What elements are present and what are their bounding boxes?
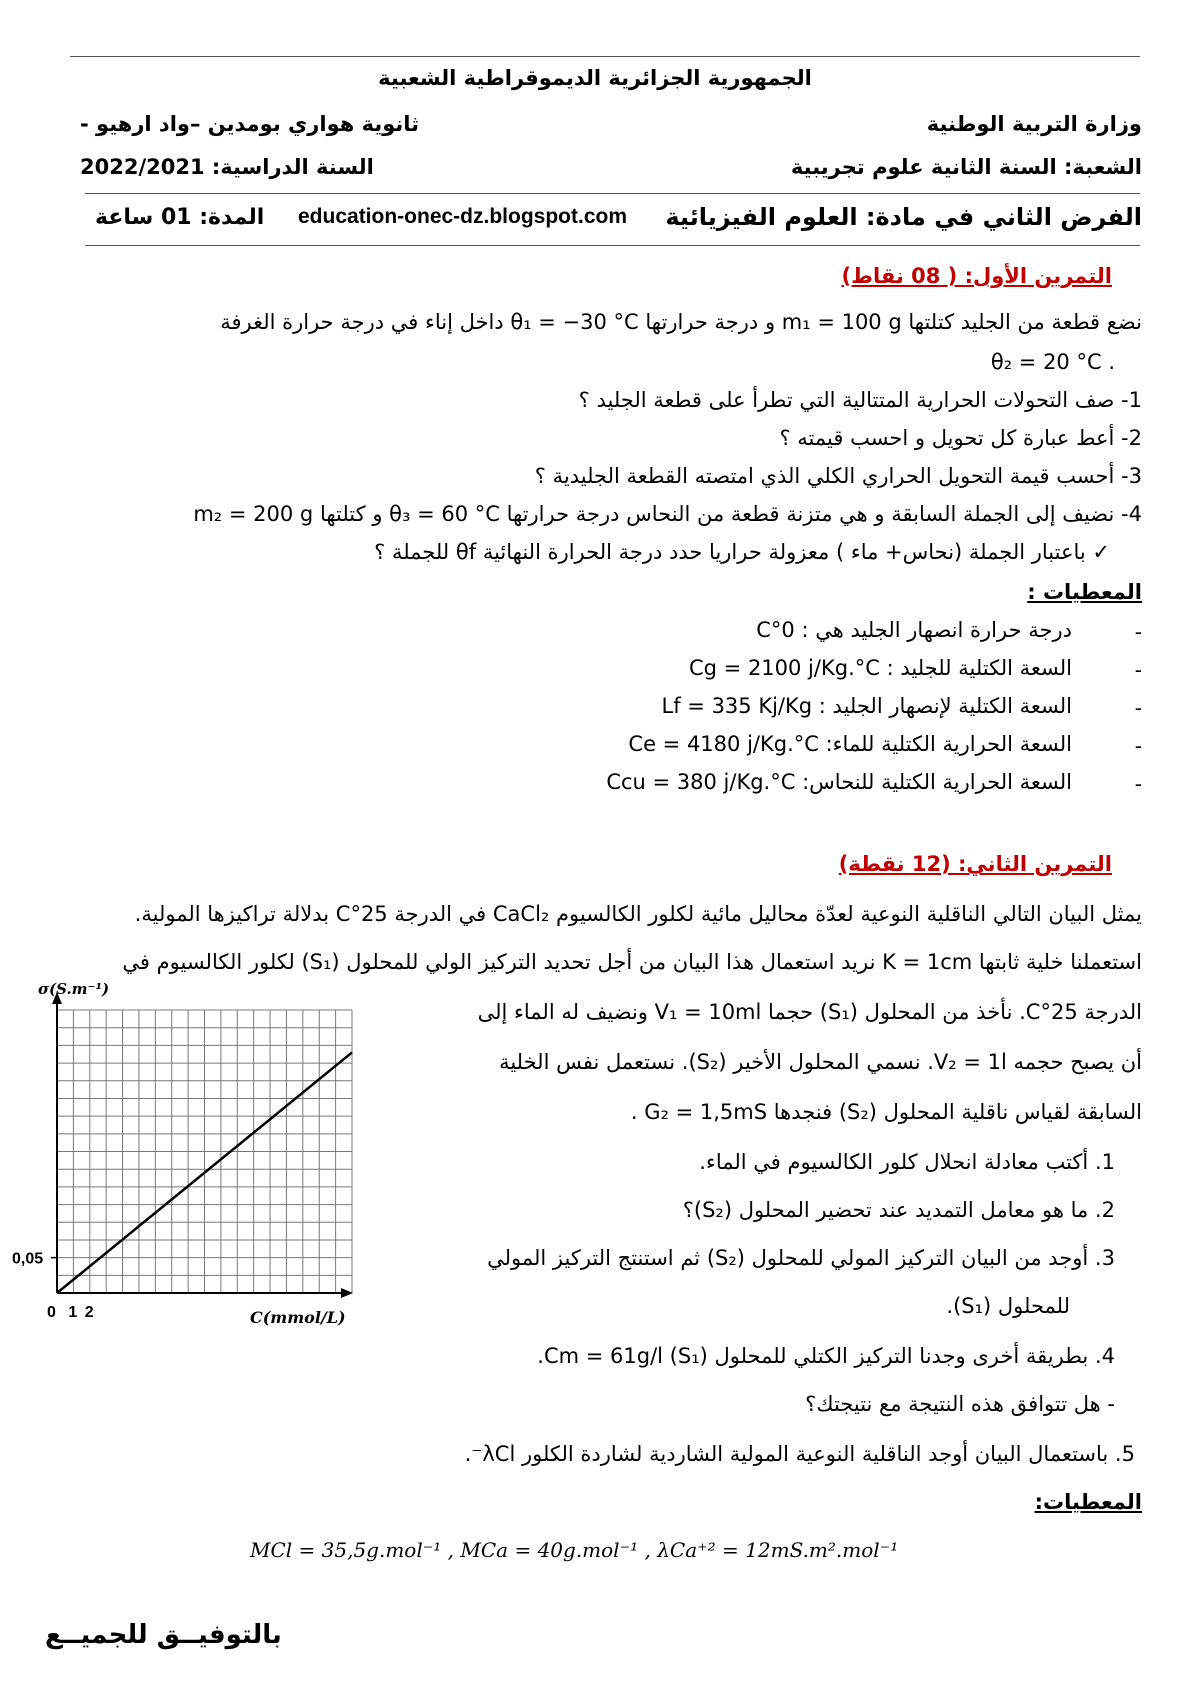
ex2-question-1: 1. أكتب معادلة انحلال كلور الكالسيوم في الماء. bbox=[699, 1150, 1115, 1174]
exam-title: الفرض الثاني في مادة: العلوم الفيزيائية bbox=[665, 203, 1142, 231]
header-rule-1 bbox=[85, 193, 1140, 194]
republic-title: الجمهورية الجزائرية الديموقراطية الشعبية bbox=[378, 66, 812, 90]
ex1-intro-1: نضع قطعة من الجليد كتلتها m₁ = 100 g و درجة حرارتها θ₁ = −30 °C داخل إناء في درجة حرارة الغرفة bbox=[220, 310, 1142, 334]
ex1-question-4: 4- نضيف إلى الجملة السابقة و هي متزنة قطعة من النحاس درجة حرارتها θ₃ = 60 °C و كتلتها m₂ = 200 g bbox=[193, 502, 1142, 526]
ex2-givens-title: المعطيات: bbox=[1034, 1490, 1142, 1514]
x-tick-label: 1 bbox=[68, 1304, 78, 1321]
bullet-dash: - bbox=[1134, 620, 1142, 644]
school-name: ثانوية هواري بومدين –واد ارهيو - bbox=[80, 112, 420, 136]
branch: الشعبة: السنة الثانية علوم تجريبية bbox=[790, 155, 1142, 179]
ex1-givens-title: المعطيات : bbox=[1027, 580, 1142, 604]
bullet-dash: - bbox=[1134, 658, 1142, 682]
conductivity-chart bbox=[0, 980, 420, 1340]
exercise-2-title: التمرين الثاني: (12 نقطة) bbox=[838, 852, 1112, 876]
ex2-question-2: 2. ما هو معامل التمديد عند تحضير المحلول (S₂)؟ bbox=[682, 1198, 1115, 1222]
x-tick-label: 0 bbox=[47, 1304, 56, 1321]
chart-grid bbox=[57, 1010, 352, 1293]
ex2-question-4: 4. بطريقة أخرى وجدنا التركيز الكتلي للمحلول (S₁) Cm = 61g/l. bbox=[537, 1344, 1115, 1368]
given-water-heat-capacity: السعة الحرارية الكتلية للماء: Ce = 4180 j/Kg.°C bbox=[628, 732, 1072, 756]
x-axis-label: C(mmol/L) bbox=[250, 1308, 346, 1327]
given-latent-heat: السعة الكتلية لإنصهار الجليد : Lf = 335 Kj/Kg bbox=[661, 694, 1072, 718]
ex1-intro-2: . θ₂ = 20 °C bbox=[990, 350, 1115, 374]
given-copper-heat-capacity: السعة الحرارية الكتلية للنحاس: Ccu = 380 j/Kg.°C bbox=[606, 770, 1072, 794]
x-tick-label: 2 bbox=[84, 1304, 94, 1321]
ex2-paragraph-4: أن يصبح حجمه V₂ = 1l. نسمي المحلول الأخير (S₂). نستعمل نفس الخلية bbox=[499, 1050, 1142, 1074]
ex2-paragraph-2: استعملنا خلية ثابتها K = 1cm نريد استعمال هذا البيان من أجل تحديد التركيز الولي للمحلول (S₁) لكلور الكالسيوم في bbox=[122, 950, 1142, 974]
bullet-dash: - bbox=[1134, 696, 1142, 720]
footer-wish: بالتوفيــق للجميــع bbox=[45, 1620, 282, 1650]
given-ice-heat-capacity: السعة الكتلية للجليد : Cg = 2100 j/Kg.°C bbox=[689, 656, 1072, 680]
duration: المدة: 01 ساعة bbox=[95, 205, 265, 230]
ex1-question-1: 1- صف التحولات الحرارية المتتالية التي تطرأ على قطعة الجليد ؟ bbox=[578, 388, 1142, 412]
ex2-paragraph-3: الدرجة 25°C. نأخذ من المحلول (S₁) حجما V₁ = 10ml ونضيف له الماء إلى bbox=[477, 1000, 1142, 1024]
bullet-dash: - bbox=[1134, 734, 1142, 758]
header-rule-2 bbox=[85, 245, 1140, 246]
website[interactable]: education-onec-dz.blogspot.com bbox=[298, 205, 627, 228]
chart-axes bbox=[52, 992, 353, 1298]
given-melting-point: درجة حرارة انصهار الجليد هي : 0°C bbox=[756, 618, 1072, 642]
ex2-question-5: 5. باستعمال البيان أوجد الناقلية النوعية المولية الشاردية لشاردة الكلور λCl⁻. bbox=[464, 1442, 1135, 1466]
x-axis-arrow bbox=[341, 1288, 353, 1298]
ex2-givens-line: MCl = 35,5g.mol⁻¹ , MCa = 40g.mol⁻¹ , λCa⁺² = 12mS.m².mol⁻¹ bbox=[250, 1538, 899, 1562]
exercise-1-title: التمرين الأول: ( 08 نقاط) bbox=[841, 264, 1112, 288]
ex1-question-2: 2- أعط عبارة كل تحويل و احسب قيمته ؟ bbox=[779, 426, 1142, 450]
school-year: السنة الدراسية: 2022/2021 bbox=[80, 155, 374, 179]
ex2-paragraph-1: يمثل البيان التالي الناقلية النوعية لعدّة محاليل مائية لكلور الكالسيوم CaCl₂ في الدرجة 25°C بدلالة تراكيزها المولية. bbox=[134, 902, 1142, 926]
ex2-paragraph-5: السابقة لقياس ناقلية المحلول (S₂) فنجدها G₂ = 1,5mS . bbox=[630, 1100, 1142, 1124]
ex2-question-4-sub: - هل تتوافق هذه النتيجة مع نتيجتك؟ bbox=[805, 1392, 1115, 1416]
top-rule bbox=[70, 56, 1140, 57]
ex2-question-3a: 3. أوجد من البيان التركيز المولي للمحلول (S₂) ثم استنتج التركيز المولي bbox=[487, 1246, 1115, 1270]
ex1-question-3: 3- أحسب قيمة التحويل الحراري الكلي الذي امتصته القطعة الجليدية ؟ bbox=[534, 464, 1142, 488]
ex2-question-3b: للمحلول (S₁). bbox=[946, 1294, 1070, 1318]
bullet-dash: - bbox=[1134, 772, 1142, 796]
ministry: وزارة التربية الوطنية bbox=[926, 112, 1142, 136]
y-axis-label: σ(S.m⁻¹) bbox=[38, 980, 110, 998]
y-tick-label: 0,05 bbox=[12, 1250, 44, 1268]
ex1-question-4-sub: ✓ باعتبار الجملة (نحاس+ ماء ) معزولة حراريا حدد درجة الحرارة النهائية θf للجملة ؟ bbox=[374, 540, 1110, 564]
